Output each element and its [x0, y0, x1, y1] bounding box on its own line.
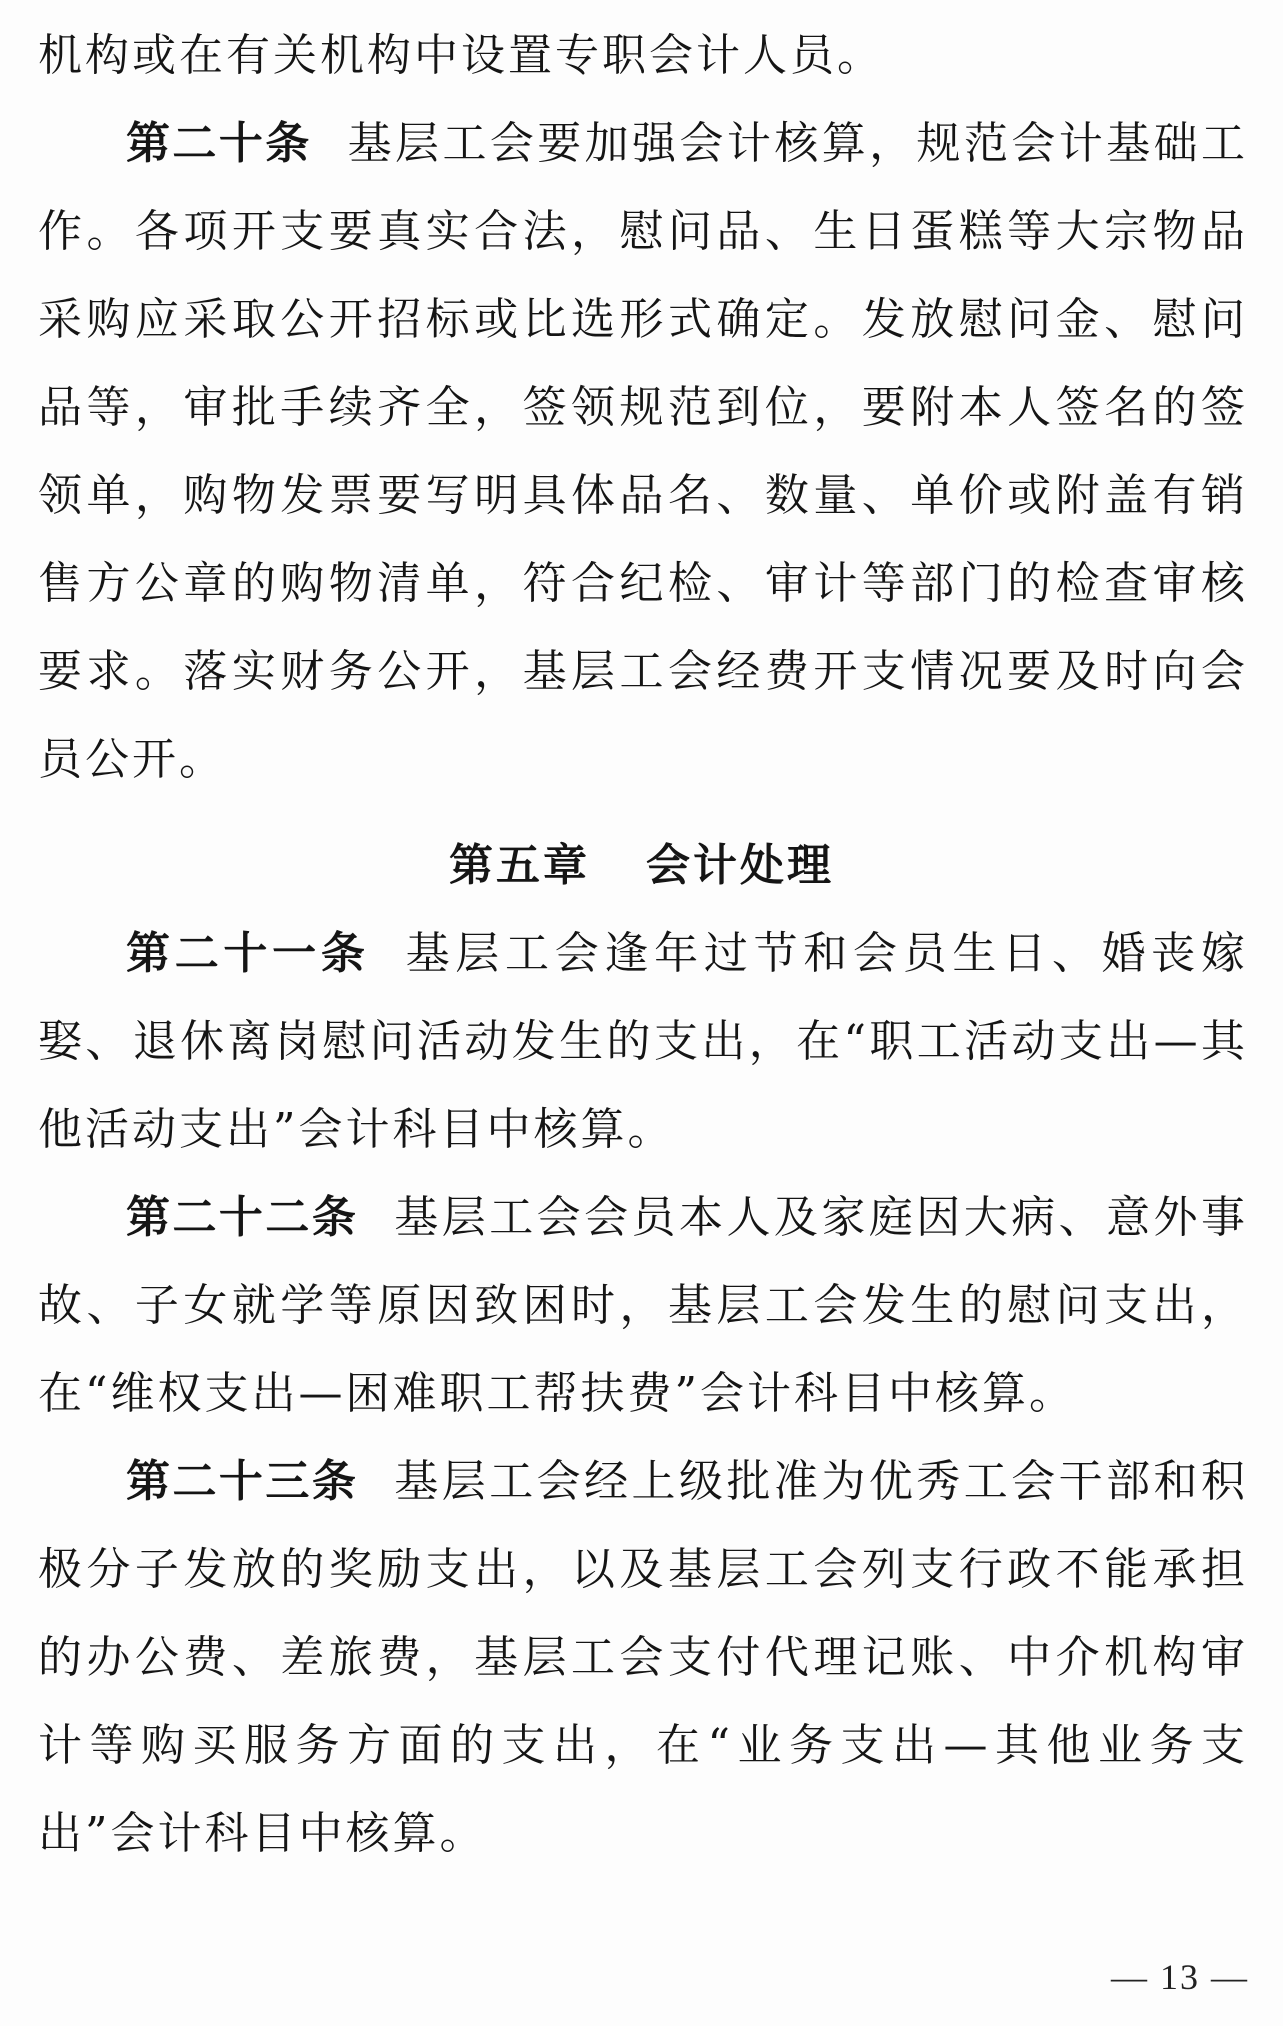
chapter-heading: [0, 822, 1283, 910]
article-number: 第二十三条: [126, 1456, 359, 1507]
article-number: 第二十一条: [126, 928, 370, 979]
continuation-paragraph: 机构或在有关机构中设置专职会计人员。: [38, 30, 884, 81]
article-text: 基层工会会员本人及家庭因大病、意外事故、子女就学等原因致困时，基层工会发生的慰问支出，在“维权支出—困难职工帮扶费”会计科目中核算。: [38, 1192, 1249, 1419]
article-23: [38, 1438, 1248, 1878]
page-number: — 13 —: [1111, 1957, 1249, 1997]
article-number: 第二十二条: [126, 1192, 359, 1243]
article-21: [38, 910, 1248, 1174]
text-section-chapter-five: [38, 910, 1248, 1878]
article-22: [38, 1174, 1248, 1438]
chapter-title: 会计处理: [646, 840, 834, 891]
article-text: 基层工会要加强会计核算，规范会计基础工作。各项开支要真实合法，慰问品、生日蛋糕等大宗物品采购应采取公开招标或比选形式确定。发放慰问金、慰问品等，审批手续齐全，签领规范到位，要附本人签名的签领单，购物发票要写明具体品名、数量、单价或附盖有销售方公章的购物清单，符合纪检、审计等部门的检查审核要求。落实财务公开，基层工会经费开支情况要及时向会员公开。: [38, 118, 1249, 785]
chapter-number: 第五章: [449, 840, 590, 891]
article-20: [38, 100, 1248, 804]
text-section-chapter-four-end: [38, 12, 1248, 804]
article-text: 基层工会逢年过节和会员生日、婚丧嫁娶、退休离岗慰问活动发生的支出，在“职工活动支出—其他活动支出”会计科目中核算。: [38, 928, 1249, 1155]
article-number: 第二十条: [126, 118, 312, 169]
article-text: 基层工会经上级批准为优秀工会干部和积极分子发放的奖励支出，以及基层工会列支行政不能承担的办公费、差旅费，基层工会支付代理记账、中介机构审计等购买服务方面的支出，在“业务支出—其他业务支出”会计科目中核算。: [38, 1456, 1249, 1859]
